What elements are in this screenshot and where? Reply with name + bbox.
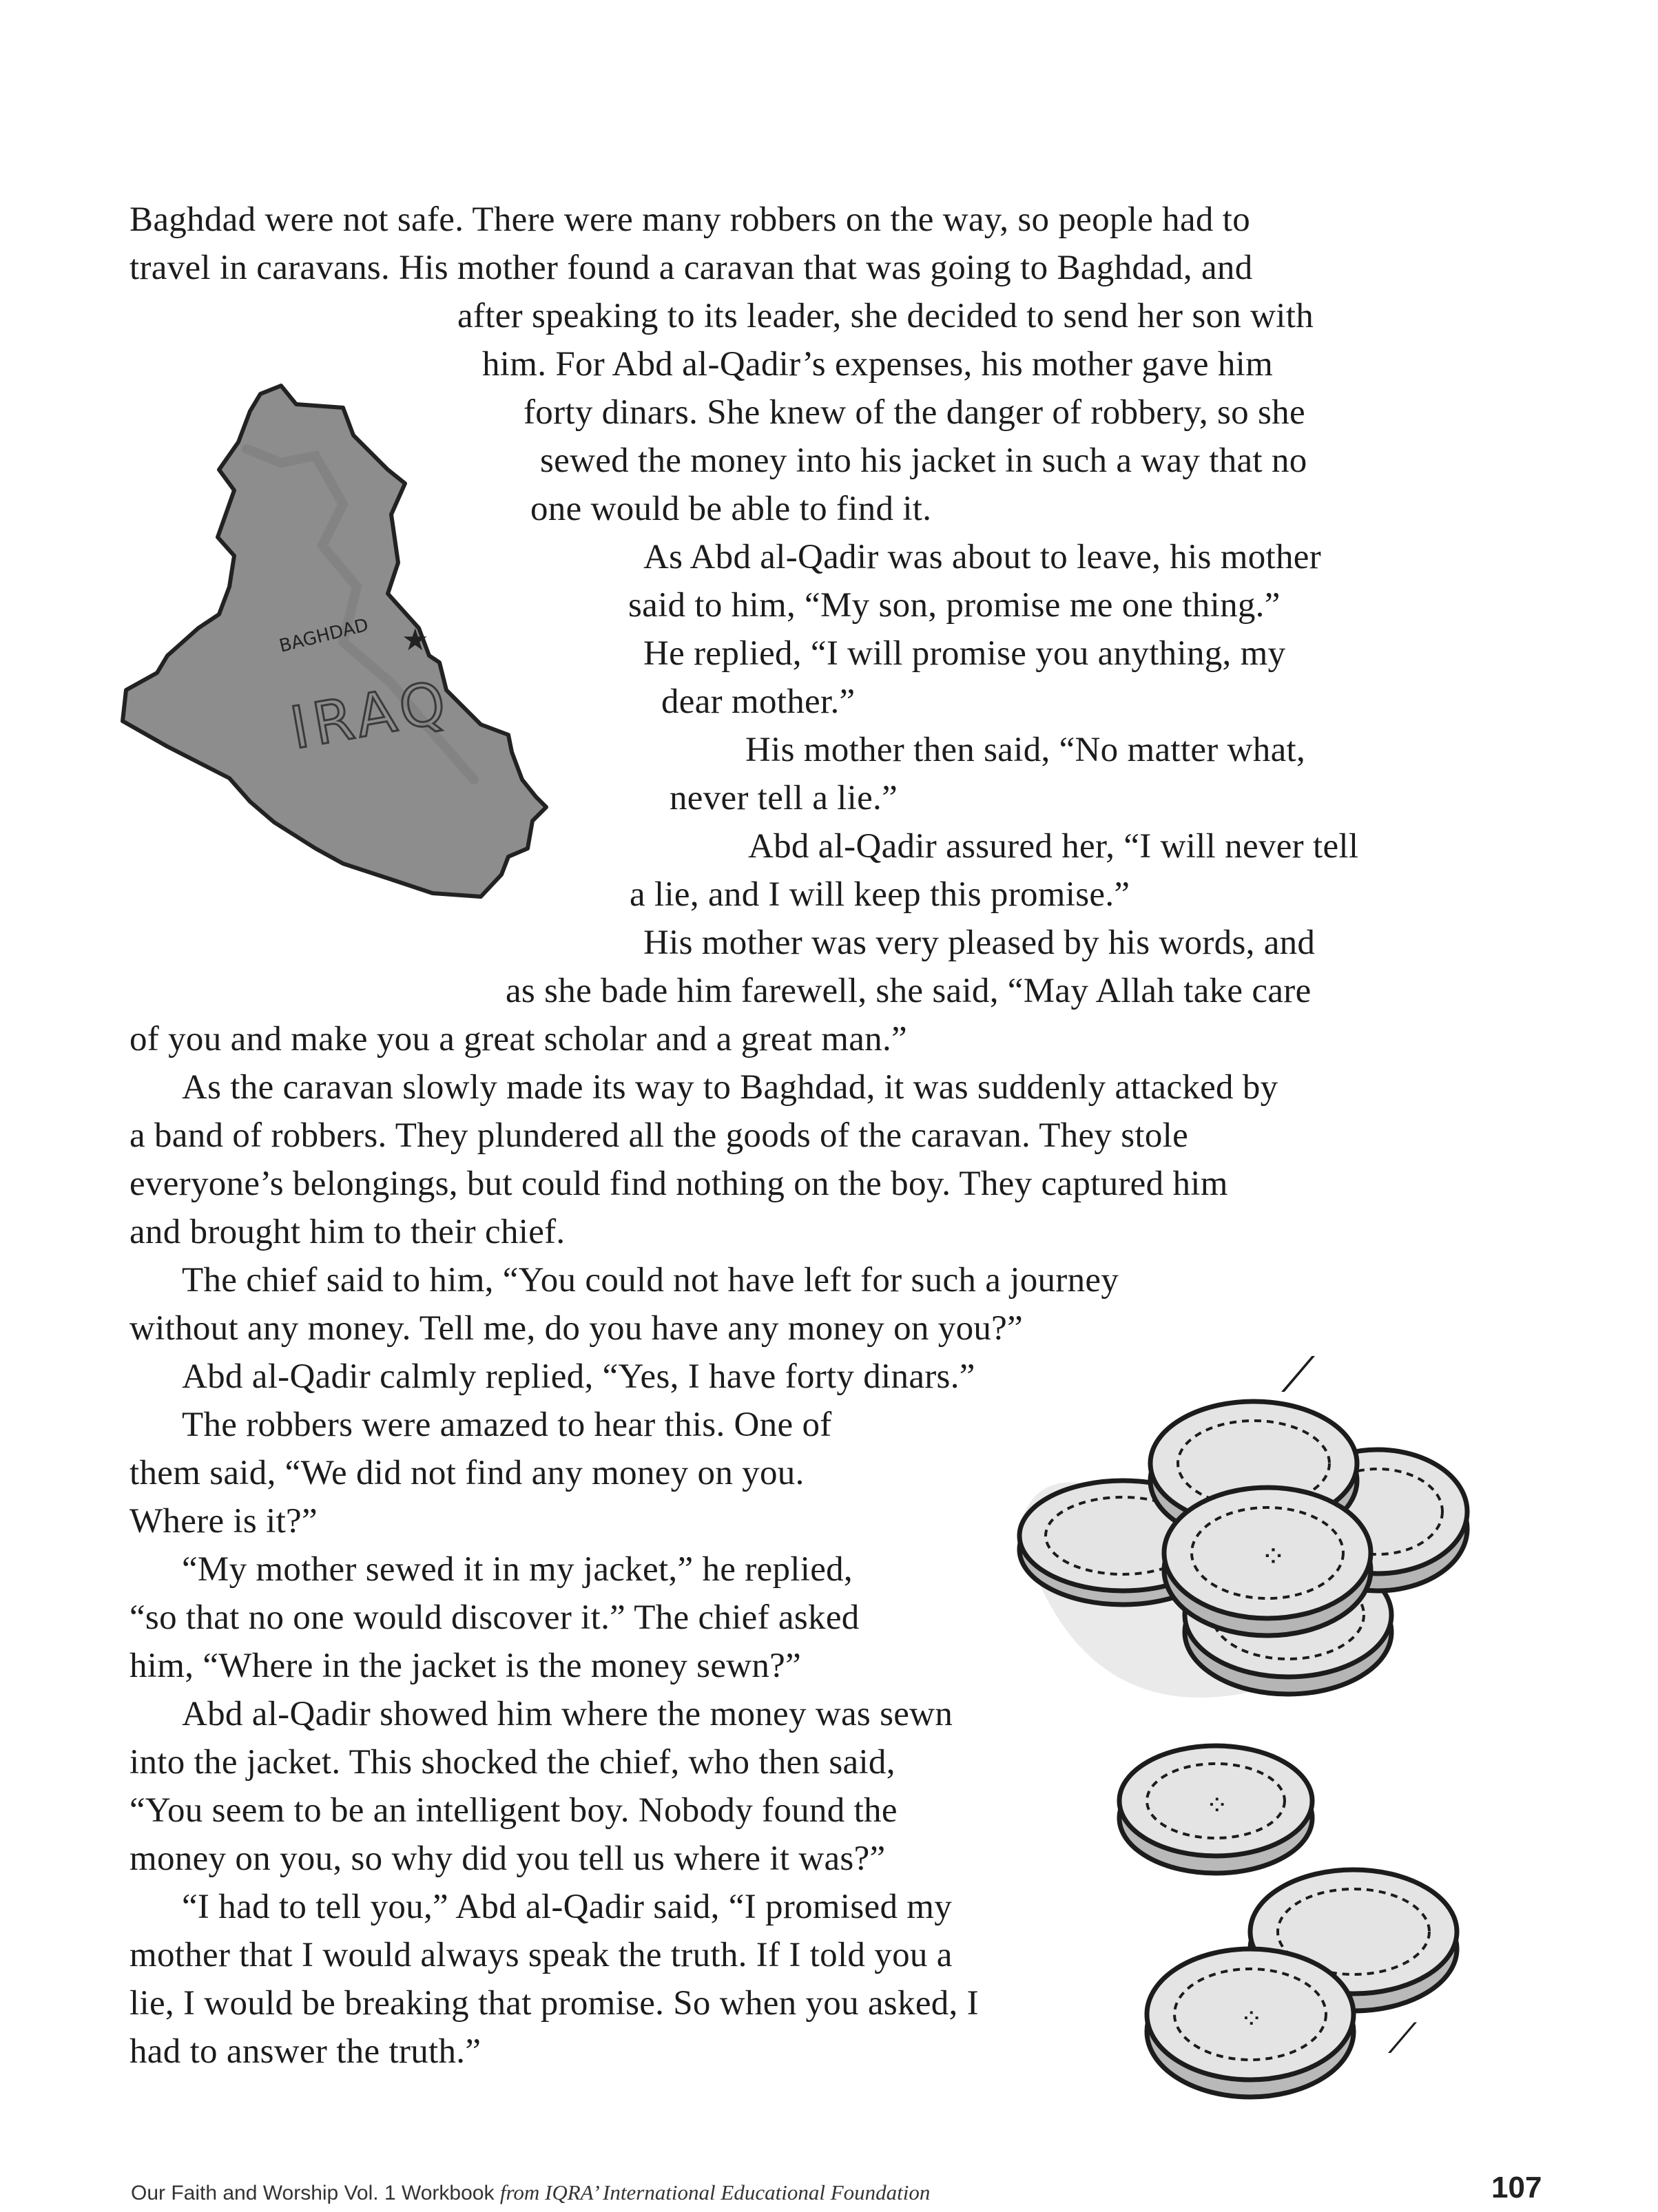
text-line: dear mother.”	[661, 682, 856, 721]
text-line: one would be able to find it.	[530, 490, 932, 528]
text-line: said to him, “My son, promise me one thing.”	[628, 586, 1281, 625]
map-city-label: BAGHDAD	[277, 614, 371, 657]
svg-text:⁘: ⁘	[1205, 1790, 1229, 1822]
coins-stack-illustration-bottom	[1092, 1722, 1491, 2162]
coin-icon	[1147, 1949, 1354, 2097]
text-line: of you and make you a great scholar and a great man.”	[129, 1020, 907, 1058]
coin-icon	[1119, 1746, 1312, 1873]
footer-credit	[131, 2180, 930, 2205]
text-line: Where is it?”	[129, 1502, 318, 1541]
text-line: without any money. Tell me, do you have any money on you?”	[129, 1309, 1024, 1348]
text-line: Abd al-Qadir showed him where the money was sewn	[182, 1695, 953, 1733]
text-line: Abd al-Qadir calmly replied, “Yes, I have forty dinars.”	[182, 1357, 975, 1396]
sparkle-icon: ⟋	[1281, 1346, 1315, 1403]
text-line: “so that no one would discover it.” The chief asked	[129, 1598, 860, 1637]
coins-pile-illustration-top	[992, 1308, 1474, 1749]
text-line: them said, “We did not find any money on you.	[129, 1454, 805, 1492]
text-line: His mother then said, “No matter what,	[745, 731, 1306, 769]
sparkle-icon: ⟋	[1388, 2014, 1417, 2063]
page-number: 107	[1491, 2171, 1542, 2204]
text-line: everyone’s belongings, but could find nothing on the boy. They captured him	[129, 1165, 1228, 1203]
text-line: into the jacket. This shocked the chief, who then said,	[129, 1743, 895, 1782]
text-line: mother that I would always speak the truth. If I told you a	[129, 1936, 953, 1974]
text-line: him. For Abd al-Qadir’s expenses, his mother gave him	[482, 345, 1274, 384]
star-icon: ★	[402, 623, 429, 658]
text-line: money on you, so why did you tell us where it was?”	[129, 1839, 886, 1878]
text-line: sewed the money into his jacket in such a way that no	[540, 441, 1307, 480]
text-line: after speaking to its leader, she decided to send her son with	[457, 297, 1314, 335]
text-line: him, “Where in the jacket is the money sewn?”	[129, 1647, 802, 1685]
publisher-credit: from IQRA’ International Educational Foundation	[499, 2180, 931, 2204]
text-line: a band of robbers. They plundered all the goods of the caravan. They stole	[129, 1116, 1189, 1155]
text-line: and brought him to their chief.	[129, 1213, 566, 1251]
map-country-label: IRAQ	[285, 667, 456, 762]
text-line: The chief said to him, “You could not have left for such a journey	[182, 1261, 1119, 1300]
book-title: Our Faith and Worship Vol. 1 Workbook	[131, 2182, 495, 2204]
text-line: lie, I would be breaking that promise. So when you asked, I	[129, 1984, 979, 2023]
svg-text:⁘: ⁘	[1261, 1539, 1286, 1574]
text-line: travel in caravans. His mother found a caravan that was going to Baghdad, and	[129, 249, 1253, 287]
text-line: “I had to tell you,” Abd al-Qadir said, “I promised my	[182, 1888, 953, 1926]
text-line: As the caravan slowly made its way to Baghdad, it was suddenly attacked by	[182, 1068, 1278, 1107]
text-line: Baghdad were not safe. There were many robbers on the way, so people had to	[129, 200, 1251, 239]
svg-text:⁘: ⁘	[1240, 2003, 1263, 2035]
text-line: He replied, “I will promise you anything, my	[643, 634, 1286, 673]
text-line: His mother was very pleased by his words, and	[643, 924, 1316, 962]
text-line: Abd al-Qadir assured her, “I will never tell	[748, 827, 1359, 866]
coin-icon	[1164, 1488, 1371, 1636]
text-line: forty dinars. She knew of the danger of robbery, so she	[524, 393, 1305, 432]
text-line: had to answer the truth.”	[129, 2032, 481, 2071]
text-line: As Abd al-Qadir was about to leave, his mother	[643, 538, 1321, 576]
text-line: a lie, and I will keep this promise.”	[630, 875, 1130, 914]
text-line: “You seem to be an intelligent boy. Nobody found the	[129, 1791, 898, 1830]
text-line: as she bade him farewell, she said, “May Allah take care	[506, 972, 1312, 1010]
text-line: “My mother sewed it in my jacket,” he replied,	[182, 1550, 853, 1589]
text-line: never tell a lie.”	[670, 779, 898, 817]
text-line: The robbers were amazed to hear this. One of	[182, 1406, 832, 1444]
